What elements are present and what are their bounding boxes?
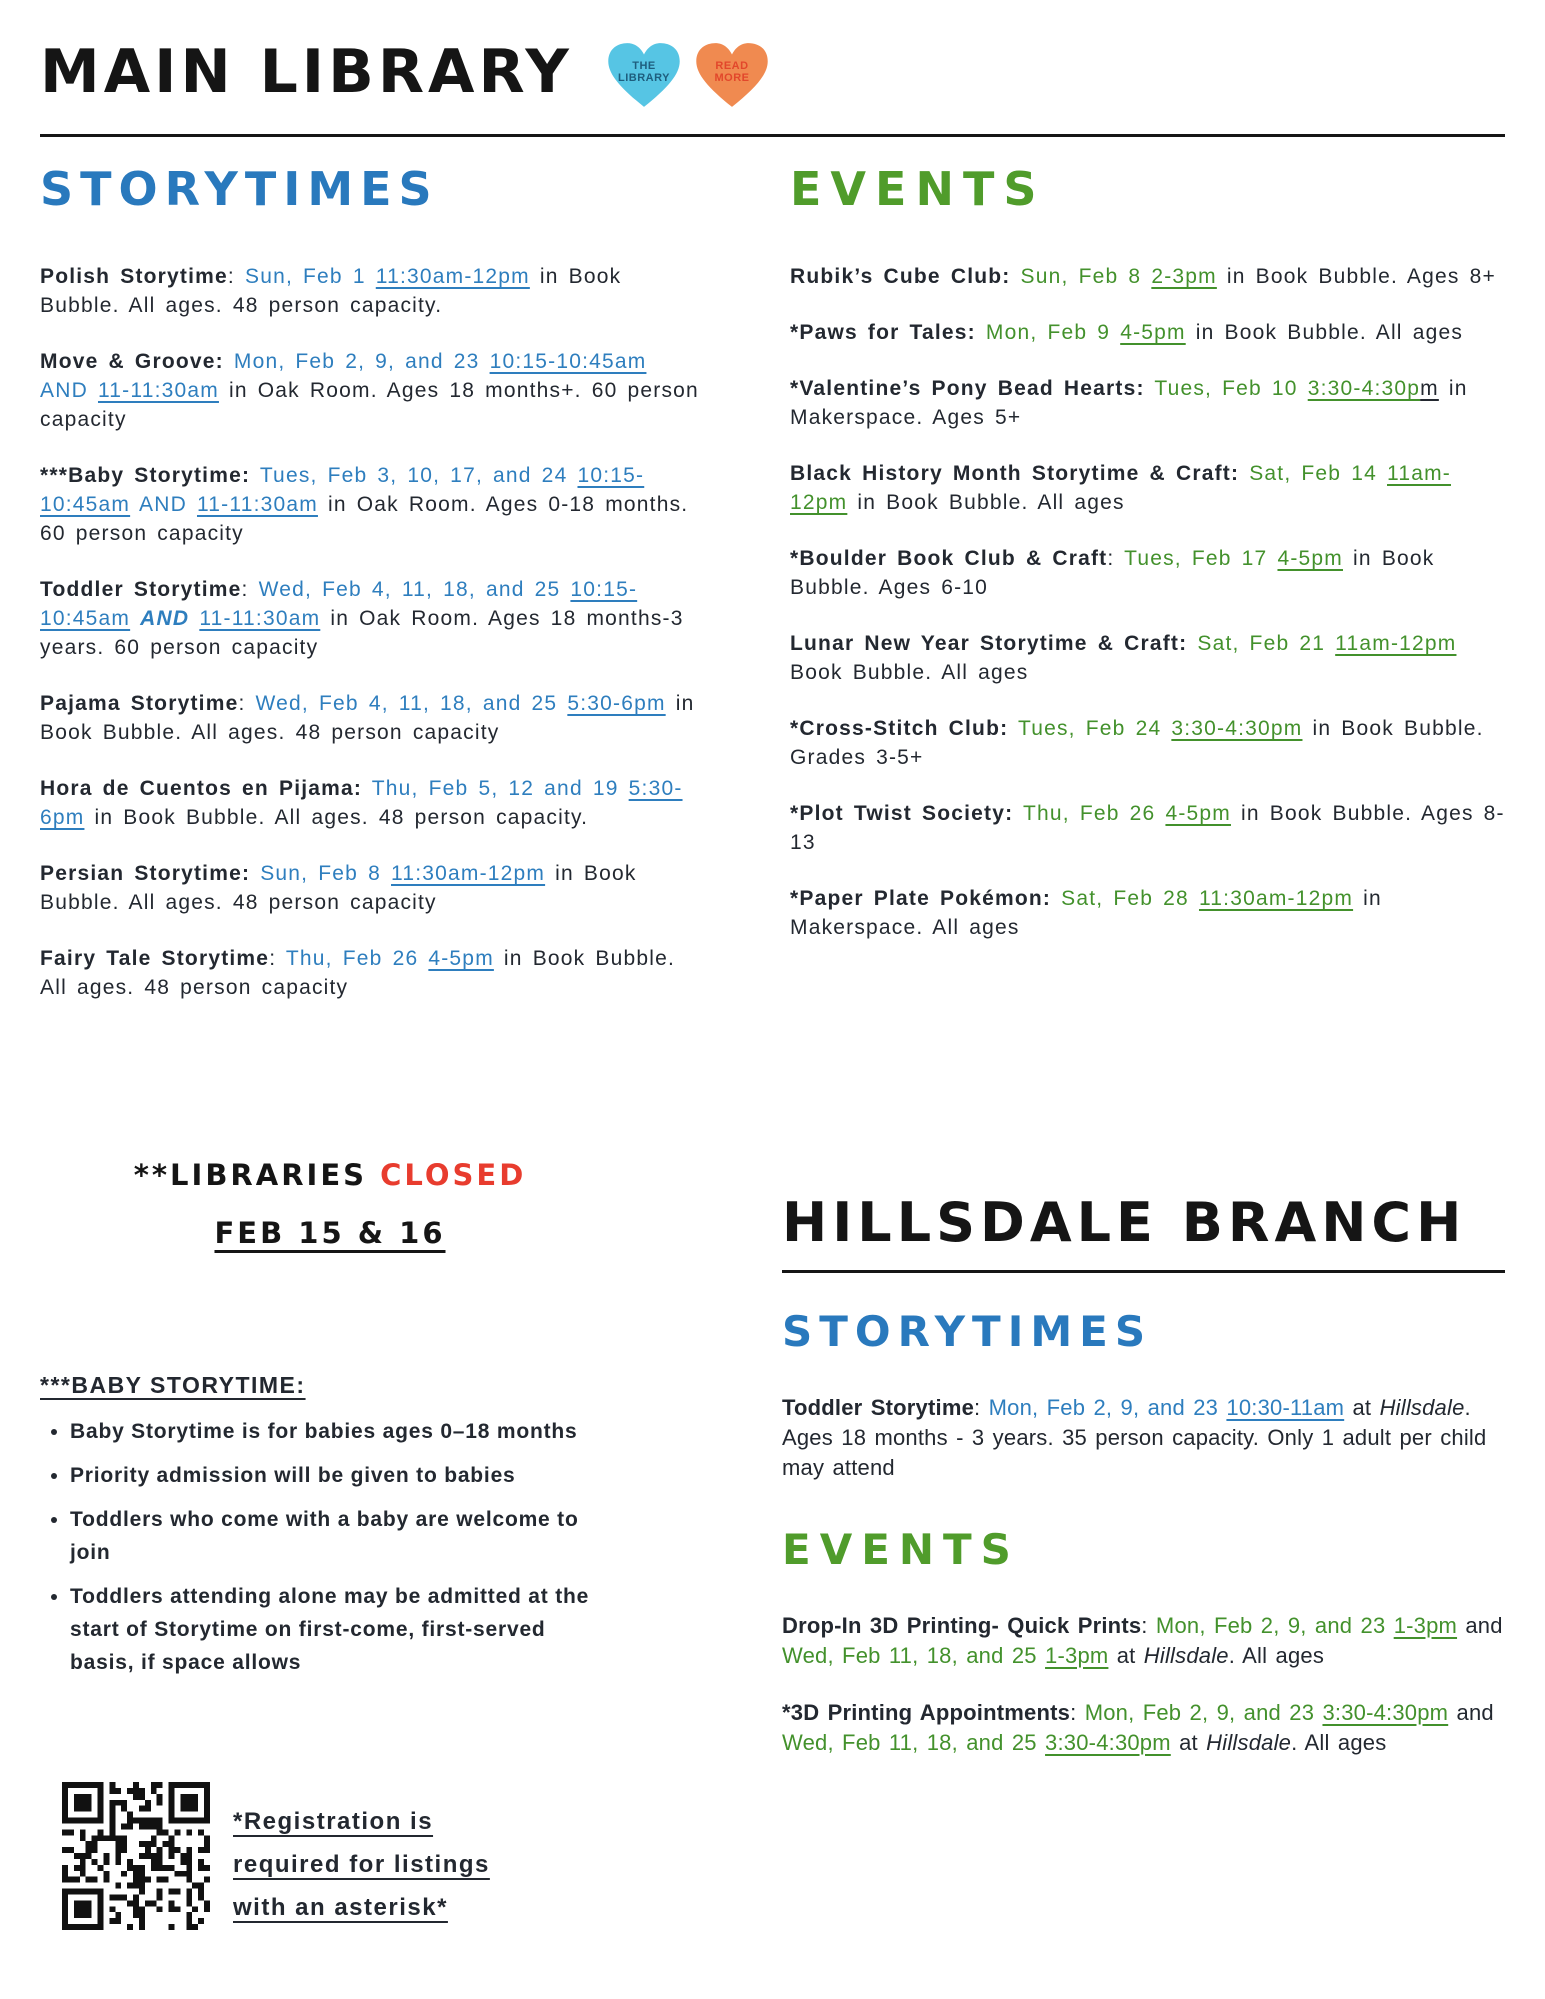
entry-text-segment: AND [140, 607, 190, 630]
entry-text-segment: 11:30am-12pm [375, 265, 530, 288]
candy-hearts [606, 34, 770, 116]
registration-line: with an asterisk* [233, 1894, 448, 1921]
hillsdale-storytimes-heading: STORYTIMES [782, 1307, 1153, 1356]
entry-text-segment: 5:30-6pm [40, 777, 683, 829]
entry-text-segment: in Oak Room. Ages 0-18 months. 60 person capacity [40, 493, 689, 545]
entry-text-segment: 1-3pm [1045, 1643, 1109, 1668]
entry-text-segment: *3D Printing Appointments [782, 1700, 1071, 1725]
entry-text-segment: 4-5pm [1277, 547, 1343, 570]
entry-text-segment: Move & Groove: [40, 350, 224, 373]
entry-text-segment: 11:30am-12pm [1198, 887, 1354, 910]
entry-text-segment [1011, 265, 1021, 288]
entry-text-segment: Hillsdale [1379, 1395, 1465, 1420]
entry-text-segment: m [1420, 377, 1439, 400]
entry-text-segment: Black History Month Storytime & Craft: [790, 462, 1240, 485]
entry-text-segment: Sat, Feb 21 [1197, 632, 1336, 655]
entry-text-segment: Polish Storytime [40, 265, 228, 288]
entry-text-segment: : [974, 1395, 989, 1420]
entry-text-segment: 11-11:30am [196, 493, 318, 516]
entry-text-segment: 11:30am-12pm [391, 862, 546, 885]
event-entry [790, 714, 1508, 772]
entry-text-segment: Wed, Feb 11, 18, and 25 [782, 1730, 1046, 1755]
entry-text-segment: at [1108, 1643, 1144, 1668]
main-storytimes-section [40, 162, 702, 1029]
entry-text-segment: Thu, Feb 26 [285, 947, 429, 970]
entry-text-segment: 11am-12pm [790, 462, 1451, 514]
entry-text-segment: Mon, Feb 2, 9, and 23 [233, 350, 490, 373]
baby-note-heading: ***BABY STORYTIME: [40, 1372, 306, 1398]
event-entry [40, 347, 702, 434]
page-title: MAIN LIBRARY [40, 37, 573, 107]
event-entry [790, 318, 1508, 347]
event-entry [790, 884, 1508, 942]
entry-text-segment: : [1107, 547, 1125, 570]
bullet-item: • Priority admission will be given to babies [70, 1459, 608, 1492]
entry-text-segment: *Cross-Stitch Club: [790, 717, 1009, 740]
storytimes-heading: STORYTIMES [40, 162, 439, 216]
entry-text-segment: Tues, Feb 17 [1124, 547, 1278, 570]
entry-text-segment: Drop-In 3D Printing- Quick Prints [782, 1613, 1142, 1638]
heart-label: READ MORE [714, 59, 750, 84]
entry-text-segment [224, 350, 234, 373]
entry-text-segment: *Boulder Book Club & Craft [790, 547, 1108, 570]
hillsdale-branch-section [782, 1191, 1505, 1785]
candy-heart-blue-icon [606, 34, 682, 116]
closed-word: CLOSED [380, 1158, 527, 1192]
event-entry [40, 575, 702, 662]
entry-text-segment [189, 607, 199, 630]
event-entry [40, 944, 702, 1002]
qr-code [62, 1782, 210, 1930]
entry-text-segment: Mon, Feb 2, 9, and 23 [1155, 1613, 1394, 1638]
entry-text-segment: *Paper Plate Pokémon: [790, 887, 1052, 910]
entry-text-segment: 3:30-4:30pm [1322, 1700, 1449, 1725]
entry-text-segment: 3:30-4:30p [1307, 377, 1421, 400]
entry-text-segment: and [1457, 1613, 1503, 1638]
hillsdale-storytimes-entries [782, 1393, 1505, 1483]
entry-text-segment: Sat, Feb 14 [1249, 462, 1388, 485]
entry-text-segment: and [1448, 1700, 1494, 1725]
entry-text-segment [1145, 377, 1155, 400]
event-entry [40, 689, 702, 747]
entry-text-segment: Mon, Feb 9 [985, 321, 1121, 344]
entry-text-segment [250, 464, 260, 487]
entry-text-segment: 11-11:30am [97, 379, 219, 402]
entry-text-segment: *Valentine’s Pony Bead Hearts: [790, 377, 1145, 400]
entry-text-segment: in Book Bubble. Grades 3-5+ [790, 717, 1484, 769]
event-entry [40, 774, 702, 832]
header-divider [40, 134, 1505, 137]
entry-text-segment [1187, 632, 1197, 655]
bullet-item: • Toddlers attending alone may be admitted at the start of Storytime on first-come, first-served basis, if space allows [70, 1580, 608, 1679]
bullet-item: • Baby Storytime is for babies ages 0–18 months [70, 1415, 608, 1448]
entry-text-segment: Book Bubble. All ages [790, 661, 1029, 684]
entry-text-segment: 11-11:30am [199, 607, 321, 630]
entry-text-segment: at [1344, 1395, 1380, 1420]
entry-text-segment: Wed, Feb 4, 11, 18, and 25 [255, 692, 568, 715]
entry-text-segment: in Book Bubble. Ages 8+ [1216, 265, 1496, 288]
entry-text-segment: at [1170, 1730, 1207, 1755]
entry-text-segment: in Book Bubble. All ages. 48 person capacity [40, 947, 676, 999]
closed-prefix: **LIBRARIES [133, 1158, 381, 1192]
entry-text-segment: Toddler Storytime [782, 1395, 975, 1420]
entry-text-segment: in Book Bubble. All ages. 48 person capacity. [40, 265, 622, 317]
entry-text-segment: 4-5pm [428, 947, 494, 970]
candy-heart-orange-icon [694, 34, 770, 116]
event-entry [790, 459, 1508, 517]
entry-text-segment: Hora de Cuentos en Pijama: [40, 777, 363, 800]
entry-text-segment: Wed, Feb 4, 11, 18, and 25 [258, 578, 571, 601]
entry-text-segment: : [241, 578, 259, 601]
event-entry [40, 461, 702, 548]
entry-text-segment: 5:30-6pm [567, 692, 666, 715]
entry-text-segment: ***Baby Storytime: [40, 464, 251, 487]
entry-text-segment: Tues, Feb 24 [1017, 717, 1172, 740]
entry-text-segment: Tues, Feb 3, 10, 17, and 24 [259, 464, 578, 487]
baby-note-bullets [40, 1415, 608, 1679]
entry-text-segment: : [1070, 1700, 1085, 1725]
entry-text-segment: in Book Bubble. All ages. 48 person capacity [40, 862, 637, 914]
event-entry [790, 374, 1508, 432]
entry-text-segment: AND [130, 493, 197, 516]
entry-text-segment: Sun, Feb 8 [1020, 265, 1152, 288]
entry-text-segment: in Book Bubble. Ages 8-13 [790, 802, 1505, 854]
entry-text-segment: 10:15-10:45am [40, 578, 638, 630]
entry-text-segment: 2-3pm [1151, 265, 1217, 288]
entry-text-segment: Tues, Feb 10 [1154, 377, 1308, 400]
entry-text-segment: Toddler Storytime [40, 578, 242, 601]
entry-text-segment: in Book Bubble. All ages. 48 person capacity [40, 692, 695, 744]
entry-text-segment: Thu, Feb 26 [1022, 802, 1166, 825]
entry-text-segment: AND [40, 379, 98, 402]
event-entry [40, 262, 702, 320]
entry-text-segment: 4-5pm [1120, 321, 1186, 344]
entry-text-segment: 10:30-11am [1226, 1395, 1345, 1420]
bullet-item: • Toddlers who come with a baby are welcome to join [70, 1503, 608, 1569]
heart-label: THE LIBRARY [618, 59, 670, 84]
baby-storytime-note [40, 1372, 608, 1690]
entry-text-segment: 4-5pm [1165, 802, 1231, 825]
entry-text-segment [1239, 462, 1249, 485]
hillsdale-storytimes-section [782, 1307, 1505, 1483]
events-heading: EVENTS [790, 162, 1046, 216]
hillsdale-events-heading: EVENTS [782, 1525, 1020, 1574]
entry-text-segment [130, 607, 140, 630]
event-entry [782, 1393, 1505, 1483]
entry-text-segment: Fairy Tale Storytime [40, 947, 270, 970]
registration-note [233, 1800, 563, 1929]
entry-text-segment: in Book Bubble. All ages [847, 491, 1125, 514]
entry-text-segment [1051, 887, 1061, 910]
event-entry [40, 859, 702, 917]
event-entry [790, 544, 1508, 602]
entry-text-segment: Sun, Feb 1 [244, 265, 376, 288]
entry-text-segment: *Plot Twist Society: [790, 802, 1014, 825]
entry-text-segment: Sun, Feb 8 [260, 862, 391, 885]
entry-text-segment: Mon, Feb 2, 9, and 23 [1084, 1700, 1323, 1725]
entry-text-segment: in Makerspace. All ages [790, 887, 1382, 939]
entry-text-segment [250, 862, 260, 885]
entry-text-segment [1008, 717, 1018, 740]
entry-text-segment: 1-3pm [1393, 1613, 1458, 1638]
registration-line: *Registration is [233, 1808, 434, 1835]
entry-text-segment: . All ages [1291, 1730, 1387, 1755]
hillsdale-title: HILLSDALE BRANCH [782, 1191, 1467, 1254]
entry-text-segment: . Ages 18 months - 3 years. 35 person capacity. Only 1 adult per child may attend [782, 1395, 1487, 1480]
entry-text-segment: : [269, 947, 286, 970]
entry-text-segment: Hillsdale [1143, 1643, 1229, 1668]
entry-text-segment: in Book Bubble. All ages. 48 person capacity. [84, 806, 589, 829]
entry-text-segment: Sat, Feb 28 [1061, 887, 1199, 910]
registration-line: required for listings [233, 1851, 490, 1878]
entry-text-segment: : [238, 692, 256, 715]
entry-text-segment: in Book Bubble. Ages 6-10 [790, 547, 1435, 599]
entry-text-segment [362, 777, 372, 800]
storytimes-entries [40, 262, 702, 1002]
event-entry [790, 629, 1508, 687]
entry-text-segment: : [1141, 1613, 1156, 1638]
entry-text-segment: in Book Bubble. All ages [1185, 321, 1464, 344]
entry-text-segment: : [227, 265, 245, 288]
entry-text-segment: Thu, Feb 5, 12 and 19 [371, 777, 629, 800]
entry-text-segment [1013, 802, 1023, 825]
events-entries [790, 262, 1508, 942]
libraries-closed-notice [70, 1146, 590, 1262]
hillsdale-events-section [782, 1525, 1505, 1758]
event-entry [782, 1698, 1505, 1758]
main-events-section [790, 162, 1508, 969]
entry-text-segment: 10:15-10:45am [489, 350, 647, 373]
entry-text-segment: 11am-12pm [1335, 632, 1457, 655]
hillsdale-events-entries [782, 1611, 1505, 1758]
entry-text-segment: 3:30-4:30pm [1045, 1730, 1171, 1755]
entry-text-segment: Wed, Feb 11, 18, and 25 [782, 1643, 1046, 1668]
closed-dates: FEB 15 & 16 [214, 1216, 446, 1250]
entry-text-segment: in Oak Room. Ages 18 months+. 60 person capacity [40, 379, 699, 431]
entry-text-segment: 3:30-4:30pm [1171, 717, 1303, 740]
event-entry [790, 262, 1508, 291]
entry-text-segment: Persian Storytime: [40, 862, 251, 885]
entry-text-segment: 10:15-10:45am [40, 464, 645, 516]
hillsdale-divider [782, 1270, 1505, 1273]
event-entry [790, 799, 1508, 857]
entry-text-segment: Pajama Storytime [40, 692, 239, 715]
entry-text-segment: in Oak Room. Ages 18 months-3 years. 60 person capacity [40, 607, 684, 659]
event-entry [782, 1611, 1505, 1671]
entry-text-segment: Hillsdale [1206, 1730, 1292, 1755]
entry-text-segment: Rubik’s Cube Club: [790, 265, 1011, 288]
entry-text-segment: Lunar New Year Storytime & Craft: [790, 632, 1188, 655]
entry-text-segment: Mon, Feb 2, 9, and 23 [988, 1395, 1227, 1420]
entry-text-segment: *Paws for Tales: [790, 321, 976, 344]
entry-text-segment: . All ages [1228, 1643, 1325, 1668]
entry-text-segment: in Makerspace. Ages 5+ [790, 377, 1468, 429]
entry-text-segment [976, 321, 986, 344]
